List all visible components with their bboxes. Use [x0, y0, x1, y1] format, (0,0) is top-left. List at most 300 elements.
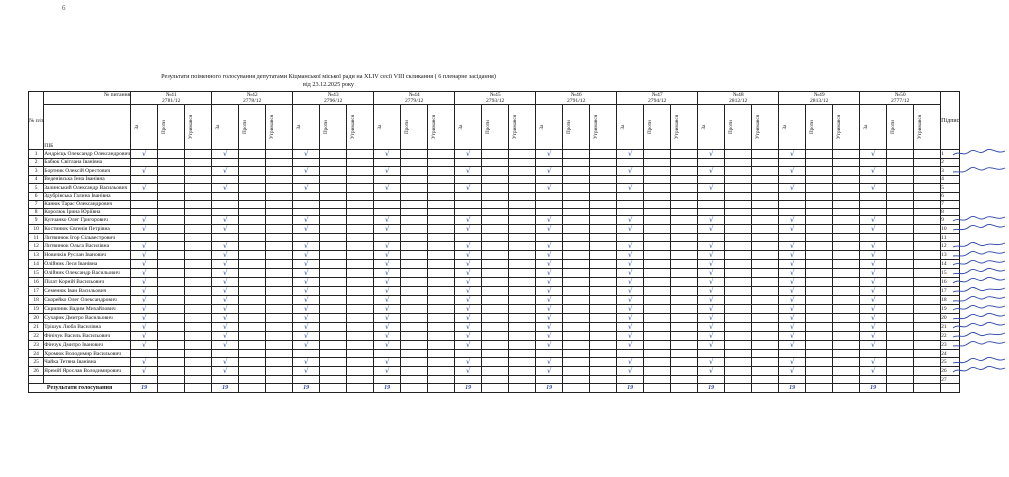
handwritten-signature — [951, 268, 1009, 277]
vote-cell — [158, 367, 185, 376]
vote-cell — [482, 234, 509, 242]
vote-cell — [833, 192, 860, 200]
vote-cell — [239, 183, 266, 192]
total-empty-cell — [239, 384, 266, 393]
vote-cell — [401, 225, 428, 234]
vote-option-label: Утримався — [350, 114, 357, 140]
vote-cell — [671, 269, 698, 278]
vote-check-mark: √ — [293, 216, 320, 225]
vote-check-mark: √ — [860, 150, 887, 159]
table-row — [29, 225, 960, 234]
vote-check-mark: √ — [698, 323, 725, 332]
vote-check-mark: √ — [779, 332, 806, 341]
vote-check-mark: √ — [860, 314, 887, 323]
vote-option-header — [617, 105, 644, 150]
vote-cell — [752, 332, 779, 341]
vote-cell — [725, 332, 752, 341]
total-for-value: 19 — [860, 384, 887, 393]
vote-cell — [833, 296, 860, 305]
vote-cell — [158, 159, 185, 167]
vote-cell — [158, 192, 185, 200]
vote-cell — [266, 166, 293, 175]
vote-check-mark: √ — [617, 183, 644, 192]
vote-check-mark: √ — [779, 296, 806, 305]
vote-check-mark: √ — [698, 341, 725, 350]
question-code: 2791/12 — [567, 98, 586, 104]
handwritten-signature — [951, 304, 1009, 313]
vote-cell — [266, 376, 293, 384]
vote-check-mark: √ — [455, 314, 482, 323]
vote-check-mark: √ — [374, 278, 401, 287]
vote-cell — [563, 350, 590, 358]
deputy-name: Новичків Руслан Іванович — [44, 251, 131, 260]
table-row — [29, 269, 960, 278]
row-number: 12 — [29, 242, 44, 251]
vote-cell — [158, 305, 185, 314]
question-header — [779, 92, 860, 105]
vote-cell — [563, 341, 590, 350]
vote-option-label: Проти — [161, 120, 168, 134]
table-row — [29, 234, 960, 242]
vote-check-mark: √ — [131, 150, 158, 159]
vote-cell — [374, 192, 401, 200]
signature-number: 24 — [941, 350, 947, 357]
vote-cell — [671, 166, 698, 175]
vote-cell — [185, 269, 212, 278]
vote-cell — [185, 367, 212, 376]
total-empty-cell — [347, 384, 374, 393]
vote-cell — [428, 287, 455, 296]
vote-check-mark: √ — [374, 150, 401, 159]
vote-cell — [482, 183, 509, 192]
vote-cell — [428, 341, 455, 350]
vote-check-mark: √ — [293, 251, 320, 260]
vote-cell — [914, 305, 941, 314]
vote-check-mark: √ — [860, 251, 887, 260]
vote-check-mark: √ — [293, 296, 320, 305]
signature-number: 14 — [941, 261, 947, 268]
vote-check-mark: √ — [860, 216, 887, 225]
vote-cell — [428, 376, 455, 384]
vote-cell — [293, 350, 320, 358]
vote-cell — [320, 350, 347, 358]
signature-number: 9 — [941, 217, 944, 224]
total-empty-cell — [185, 384, 212, 393]
vote-cell — [671, 234, 698, 242]
vote-cell — [455, 350, 482, 358]
vote-cell — [239, 296, 266, 305]
vote-cell — [725, 175, 752, 183]
vote-cell — [401, 350, 428, 358]
vote-cell — [833, 358, 860, 367]
deputy-name: Залинський Олександр Васильович — [44, 183, 131, 192]
signature-number: 21 — [941, 324, 947, 331]
vote-cell — [725, 350, 752, 358]
vote-check-mark: √ — [536, 225, 563, 234]
vote-check-mark: √ — [455, 242, 482, 251]
table-row — [29, 358, 960, 367]
vote-cell — [347, 166, 374, 175]
vote-cell — [428, 166, 455, 175]
vote-cell — [509, 260, 536, 269]
vote-cell — [536, 376, 563, 384]
deputy-name: Бортник Олексій Орестович — [44, 166, 131, 175]
vote-check-mark: √ — [131, 287, 158, 296]
vote-cell — [725, 367, 752, 376]
table-row — [29, 314, 960, 323]
vote-cell — [698, 208, 725, 216]
vote-check-mark: √ — [293, 341, 320, 350]
vote-cell — [185, 242, 212, 251]
vote-cell — [833, 332, 860, 341]
vote-cell — [617, 159, 644, 167]
vote-option-label: Утримався — [269, 114, 276, 140]
vote-cell — [833, 208, 860, 216]
question-code: 2812/12 — [729, 98, 748, 104]
vote-check-mark: √ — [860, 332, 887, 341]
vote-cell — [482, 358, 509, 367]
vote-option-label: Утримався — [755, 114, 762, 140]
vote-cell — [536, 192, 563, 200]
vote-check-mark: √ — [698, 305, 725, 314]
total-for-value: 19 — [374, 384, 401, 393]
signature-number: 13 — [941, 252, 947, 259]
row-number: 18 — [29, 296, 44, 305]
vote-cell — [914, 278, 941, 287]
row-number: 17 — [29, 287, 44, 296]
vote-cell — [401, 314, 428, 323]
vote-cell — [806, 314, 833, 323]
vote-cell — [563, 208, 590, 216]
vote-check-mark: √ — [779, 358, 806, 367]
vote-check-mark: √ — [536, 260, 563, 269]
vote-cell — [725, 150, 752, 159]
vote-check-mark: √ — [131, 183, 158, 192]
table-row — [29, 216, 960, 225]
vote-cell — [158, 287, 185, 296]
vote-cell — [752, 242, 779, 251]
vote-cell — [185, 192, 212, 200]
vote-cell — [401, 175, 428, 183]
vote-cell — [401, 159, 428, 167]
vote-cell — [590, 287, 617, 296]
vote-cell — [239, 269, 266, 278]
vote-cell — [779, 350, 806, 358]
vote-cell — [212, 376, 239, 384]
vote-cell — [644, 269, 671, 278]
vote-cell — [428, 216, 455, 225]
vote-cell — [482, 269, 509, 278]
vote-cell — [671, 278, 698, 287]
vote-check-mark: √ — [455, 296, 482, 305]
deputy-name: Королюк Ірина Юріївна — [44, 208, 131, 216]
vote-cell — [806, 296, 833, 305]
question-header — [131, 92, 212, 105]
vote-cell — [644, 323, 671, 332]
question-number: №48 — [732, 92, 744, 98]
vote-cell — [320, 376, 347, 384]
vote-cell — [320, 216, 347, 225]
signature-number: 23 — [941, 342, 947, 349]
vote-cell — [644, 314, 671, 323]
signature-cell — [941, 200, 960, 208]
vote-check-mark: √ — [293, 358, 320, 367]
signature-number: 5 — [941, 184, 944, 191]
vote-cell — [590, 314, 617, 323]
vote-cell — [806, 269, 833, 278]
vote-cell — [752, 216, 779, 225]
vote-option-label: За — [539, 124, 546, 130]
vote-cell — [671, 332, 698, 341]
vote-check-mark: √ — [779, 251, 806, 260]
vote-option-header — [509, 105, 536, 150]
vote-cell — [617, 200, 644, 208]
vote-check-mark: √ — [617, 251, 644, 260]
table-row — [29, 251, 960, 260]
deputy-name: Литвинюк Ольга Василівна — [44, 242, 131, 251]
total-empty-cell — [644, 384, 671, 393]
vote-cell — [590, 332, 617, 341]
vote-check-mark: √ — [455, 260, 482, 269]
vote-cell — [266, 216, 293, 225]
vote-cell — [320, 183, 347, 192]
table-row — [29, 367, 960, 376]
handwritten-signature — [951, 149, 1009, 158]
vote-cell — [185, 150, 212, 159]
vote-cell — [563, 216, 590, 225]
vote-cell — [860, 200, 887, 208]
signature-number: 7 — [941, 201, 944, 208]
deputy-name: Яремій Ярослав Володимирович — [44, 367, 131, 376]
signature-number: 8 — [941, 209, 944, 215]
vote-cell — [320, 242, 347, 251]
vote-check-mark: √ — [131, 314, 158, 323]
vote-check-mark: √ — [779, 287, 806, 296]
document-date: від 23.12.2025 року — [303, 81, 354, 88]
vote-option-label: Проти — [566, 120, 573, 134]
total-empty-cell — [158, 384, 185, 393]
vote-check-mark: √ — [698, 314, 725, 323]
vote-option-header — [671, 105, 698, 150]
vote-cell — [752, 269, 779, 278]
vote-cell — [725, 192, 752, 200]
vote-cell — [374, 208, 401, 216]
vote-cell — [806, 200, 833, 208]
total-empty-cell — [887, 384, 914, 393]
vote-cell — [725, 323, 752, 332]
total-for-value: 19 — [293, 384, 320, 393]
vote-cell — [455, 159, 482, 167]
row-number: 16 — [29, 278, 44, 287]
vote-cell — [887, 159, 914, 167]
vote-check-mark: √ — [212, 296, 239, 305]
deputy-name: Олійник Олександр Васильович — [44, 269, 131, 278]
vote-cell — [482, 208, 509, 216]
vote-option-header — [158, 105, 185, 150]
row-number: 22 — [29, 332, 44, 341]
vote-check-mark: √ — [617, 323, 644, 332]
vote-cell — [185, 323, 212, 332]
vote-check-mark: √ — [860, 269, 887, 278]
vote-cell — [509, 278, 536, 287]
signature-number: 27 — [941, 376, 947, 383]
question-header — [374, 92, 455, 105]
vote-cell — [860, 234, 887, 242]
vote-option-label: За — [215, 124, 222, 130]
vote-cell — [482, 367, 509, 376]
handwritten-signature — [951, 224, 1009, 233]
vote-cell — [806, 234, 833, 242]
vote-cell — [644, 183, 671, 192]
row-number: 26 — [29, 367, 44, 376]
vote-cell — [617, 350, 644, 358]
vote-cell — [914, 175, 941, 183]
vote-cell — [239, 216, 266, 225]
vote-cell — [671, 208, 698, 216]
vote-cell — [833, 234, 860, 242]
handwritten-signature — [951, 166, 1009, 175]
vote-cell — [914, 242, 941, 251]
vote-cell — [374, 376, 401, 384]
vote-cell — [644, 175, 671, 183]
vote-check-mark: √ — [293, 287, 320, 296]
vote-cell — [887, 278, 914, 287]
vote-cell — [428, 251, 455, 260]
vote-cell — [590, 166, 617, 175]
question-code: 2777/12 — [891, 98, 910, 104]
vote-cell — [887, 183, 914, 192]
vote-cell — [752, 234, 779, 242]
vote-cell — [833, 367, 860, 376]
vote-cell — [671, 159, 698, 167]
vote-cell — [239, 200, 266, 208]
vote-cell — [536, 208, 563, 216]
vote-cell — [131, 234, 158, 242]
deputy-name: Олійник Леся Іванівна — [44, 260, 131, 269]
vote-cell — [401, 216, 428, 225]
vote-cell — [833, 225, 860, 234]
vote-option-header — [482, 105, 509, 150]
vote-cell — [914, 358, 941, 367]
vote-cell — [239, 159, 266, 167]
row-number: 19 — [29, 305, 44, 314]
vote-cell — [887, 150, 914, 159]
vote-cell — [347, 234, 374, 242]
vote-cell — [293, 159, 320, 167]
handwritten-signature — [951, 286, 1009, 295]
vote-check-mark: √ — [536, 278, 563, 287]
vote-cell — [806, 159, 833, 167]
vote-check-mark: √ — [617, 150, 644, 159]
table-row — [29, 376, 960, 384]
vote-check-mark: √ — [536, 323, 563, 332]
vote-cell — [590, 278, 617, 287]
vote-option-header — [563, 105, 590, 150]
vote-cell — [320, 287, 347, 296]
vote-cell — [671, 341, 698, 350]
vote-option-header — [725, 105, 752, 150]
vote-cell — [563, 314, 590, 323]
vote-cell — [266, 200, 293, 208]
signature-cell — [941, 225, 960, 234]
vote-check-mark: √ — [212, 323, 239, 332]
vote-check-mark: √ — [698, 260, 725, 269]
vote-cell — [806, 251, 833, 260]
vote-option-label: За — [134, 124, 141, 130]
vote-cell — [347, 323, 374, 332]
vote-cell — [212, 200, 239, 208]
vote-cell — [725, 242, 752, 251]
vote-check-mark: √ — [536, 341, 563, 350]
vote-cell — [158, 332, 185, 341]
signature-cell — [941, 367, 960, 376]
vote-option-header — [239, 105, 266, 150]
vote-cell — [752, 350, 779, 358]
signature-number: 26 — [941, 368, 947, 375]
vote-cell — [509, 376, 536, 384]
vote-check-mark: √ — [131, 367, 158, 376]
vote-cell — [185, 260, 212, 269]
table-row — [29, 341, 960, 350]
vote-cell — [239, 166, 266, 175]
vote-cell — [347, 216, 374, 225]
vote-check-mark: √ — [698, 358, 725, 367]
vote-check-mark: √ — [212, 150, 239, 159]
vote-cell — [428, 234, 455, 242]
vote-cell — [266, 269, 293, 278]
question-code: 2796/12 — [324, 98, 343, 104]
table-row — [29, 287, 960, 296]
vote-cell — [401, 323, 428, 332]
vote-option-header — [428, 105, 455, 150]
vote-option-header — [779, 105, 806, 150]
vote-cell — [266, 251, 293, 260]
vote-cell — [914, 150, 941, 159]
vote-cell — [347, 159, 374, 167]
vote-cell — [536, 234, 563, 242]
vote-cell — [860, 208, 887, 216]
vote-cell — [266, 350, 293, 358]
row-number: 2 — [29, 159, 44, 167]
vote-cell — [347, 183, 374, 192]
vote-cell — [833, 269, 860, 278]
vote-cell — [131, 200, 158, 208]
vote-option-label: Утримався — [836, 114, 843, 140]
vote-check-mark: √ — [536, 314, 563, 323]
vote-check-mark: √ — [293, 166, 320, 175]
vote-cell — [725, 278, 752, 287]
vote-cell — [671, 251, 698, 260]
vote-cell — [914, 260, 941, 269]
vote-cell — [185, 358, 212, 367]
question-code: 2778/12 — [243, 98, 262, 104]
vote-check-mark: √ — [374, 323, 401, 332]
vote-cell — [779, 376, 806, 384]
vote-check-mark: √ — [131, 296, 158, 305]
vote-cell — [509, 234, 536, 242]
vote-cell — [239, 175, 266, 183]
total-for-value: 19 — [698, 384, 725, 393]
vote-check-mark: √ — [293, 278, 320, 287]
vote-cell — [563, 367, 590, 376]
vote-cell — [806, 150, 833, 159]
vote-cell — [239, 208, 266, 216]
vote-option-header — [455, 105, 482, 150]
vote-cell — [158, 242, 185, 251]
table-row — [29, 278, 960, 287]
question-number: №46 — [570, 92, 582, 98]
vote-cell — [347, 332, 374, 341]
